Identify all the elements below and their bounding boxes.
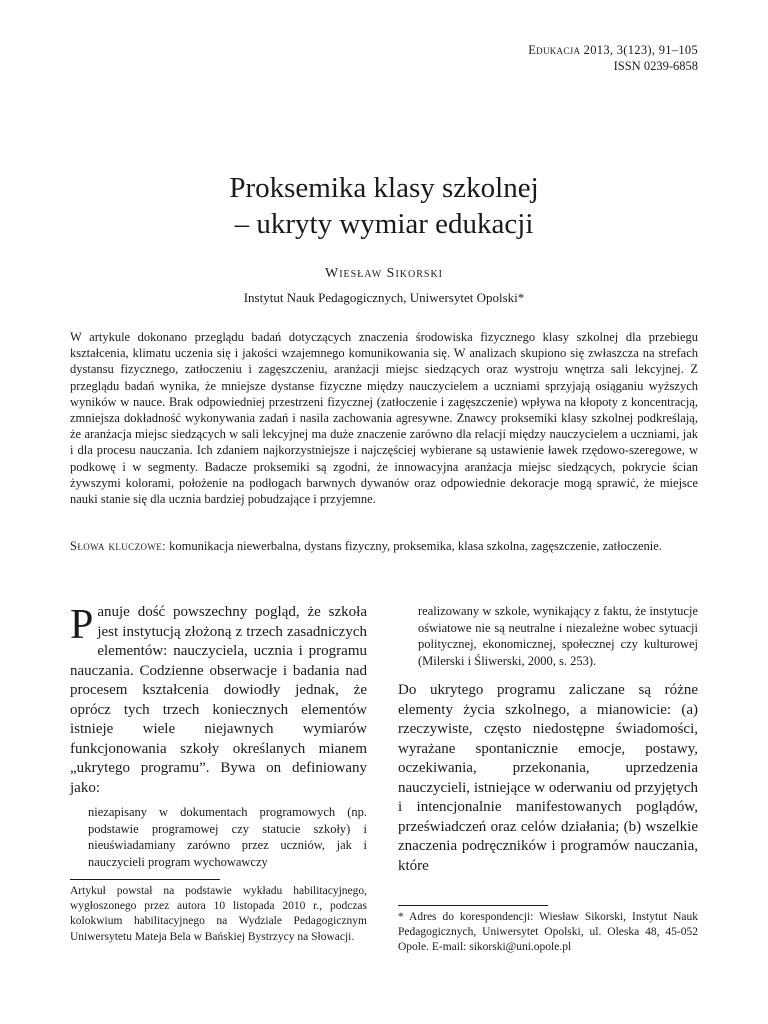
article-title [0,170,768,242]
footnote-right: * Adres do korespondencji: Wiesław Sikorski, Instytut Nauk Pedagogicznych, Uniwersytet Opolski, ul. Oleska 48, 45-052 Opole. E-mail: sikorski@uni.opole.pl [398,911,698,954]
intro-paragraph-text: anuje dość powszechny pogląd, że szkoła jest instytucją złożoną z trzech zasadniczych elementów: nauczyciela, ucznia i programu nauczania. Codzienne obserwacje i badania nad procesem kształcenia dowiodły jednak, że oprócz tych trzech koniecznych elementów istnieje wiele niejawnych wymiarów funkcjonowania szkoły określanych mianem „ukrytego programu”. Bywa on definiowany jako: [70,604,367,796]
title-line-2: – ukryty wymiar edukacji [234,208,534,240]
right-column [398,603,698,876]
issn: ISSN 0239-6858 [613,59,698,73]
footnote-left: Artykuł powstał na podstawie wykładu habilitacyjnego, wygłoszonego przez autora 10 listopada 2010 r., podczas kolokwium habilitacyjnego na Wydziale Pedagogicznym Uniwersytetu Mateja Bela w Bańskiej Bystrzycy na Słowacji. [70,885,367,943]
footnote-rule-right [398,905,548,906]
hidden-curriculum-paragraph: Do ukrytego programu zaliczane są różne elementy życia szkolnego, a mianowicie: (a) rzeczywiste, często niedostępne świadomości, wyrażane spontanicznie emocje, postawy, oczekiwania, przekonania, uprzedzenia nauczycieli, istniejące w oderwaniu od przyjętych i intencjonalnie manifestowanych poglądów, przeświadczeń oraz celów działania; (b) wszelkie znaczenia podręczników i programów nauczania, które [398,682,698,874]
keywords [70,538,698,554]
intro-paragraph [70,603,367,798]
block-quote-start: niezapisany w dokumentach programowych (np. podstawie programowej czy statucie szkoły) i nieuświadamiany zarówno przez uczniów, jak i nauczycieli program wychowawczy [88,805,367,869]
journal-citation: Edukacja 2013, 3(123), 91–105 [528,43,698,57]
left-column [70,603,367,870]
block-quote-continued: realizowany w szkole, wynikający z faktu, że instytucje oświatowe nie są neutralne i niezależne wobec sytuacji politycznej, ekonomicznej, społecznej czy kulturowej (Milerski i Śliwerski, 2000, s. 253). [418,604,698,668]
keywords-text: komunikacja niewerbalna, dystans fizyczny, proksemika, klasa szkolna, zagęszczenie, zatłoczenie. [169,539,662,553]
author-affiliation: Instytut Nauk Pedagogicznych, Uniwersytet Opolski* [243,290,525,305]
keywords-label: Słowa kluczowe: [70,539,167,553]
author-name: Wiesław Sikorski [324,266,444,281]
running-header [528,42,698,74]
abstract: W artykule dokonano przeglądu badań dotyczących znaczenia środowiska fizycznego klasy szkolnej dla przebiegu kształcenia, klimatu uczenia się i jakości wzajemnego komunikowania się. W analizach skupiono się zwłaszcza na strefach dystansu fizycznego, zatłoczeniu i zagęszczeniu, aranżacji miejsc siedzących oraz wystroju wnętrza sali lekcyjnej. Z przeglądu badań wynika, że mniejsze dystanse fizyczne między nauczycielem a uczniami sprzyjają osiąganiu wyższych wyników w nauce. Brak odpowiedniej przestrzeni fizycznej (zatłoczenie i zagęszczenie) wpływa na kłopoty z koncentracją, zmniejsza dokładność wykonywania zadań i nasila zachowania agresywne. Znawcy proksemiki klasy szkolnej podkreślają, że aranżacja miejsc siedzących w sali lekcyjnej ma duże znaczenie zarówno dla relacji między nauczycielem a uczniami, jak i dla procesu nauczania. Ich zdaniem najkorzystniejsze i najczęściej wybierane są ustawienie ławek rzędowo-szeregowe, w podkowę i w segmenty. Badacze proksemiki są zgodni, że innowacyjna aranżacja miejsc siedzących, pokrycie ścian żywszymi kolorami, położenie na podłogach barwnych dywanów oraz odpowiednie dekoracje mogą sprawić, że miejsce nauki stanie się dla ucznia bardziej pobudzające i przyjemne. [70,330,698,507]
title-line-1: Proksemika klasy szkolnej [229,172,539,204]
drop-cap: P [70,602,94,648]
footnote-rule-left [70,879,220,880]
